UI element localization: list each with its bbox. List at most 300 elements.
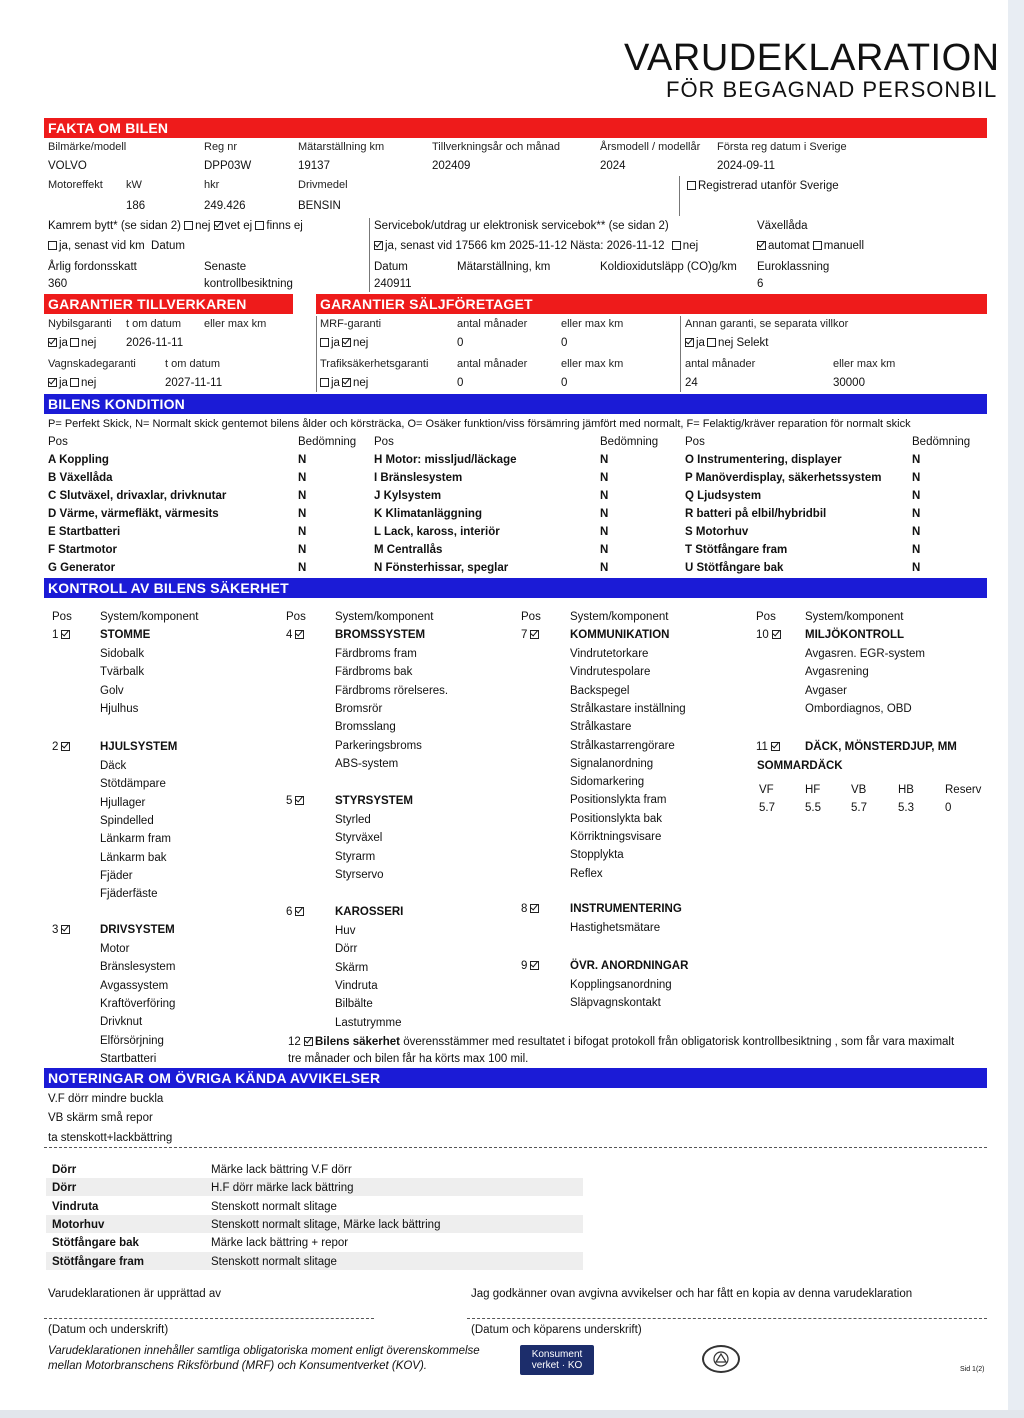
tyre-col-label: HF (805, 784, 821, 796)
safety-item: Kraftöverföring (100, 997, 176, 1010)
safety-item: Färdbroms bak (335, 666, 413, 679)
label-reg: Reg nr (204, 141, 238, 153)
or-max-km-label: eller max km (204, 318, 267, 330)
safety-statement (288, 1035, 954, 1049)
safety-item: Fjäderfäste (100, 888, 158, 901)
pos-header: Pos (48, 436, 68, 448)
pos-number: 5 (286, 795, 293, 807)
pos-header: Pos (52, 611, 72, 623)
until-label-2: t om datum (165, 358, 221, 370)
condition-rating: N (298, 472, 307, 484)
safety-item: Huv (335, 925, 356, 937)
checkbox-yes[interactable] (320, 338, 329, 347)
condition-legend: P= Perfekt Skick, N= Normalt skick gentemot bilens ålder och körsträcka, O= Osäker funktion/viss försämring jämfört med normalt, F= Felaktig/kräver reparation för normalt skick (48, 418, 911, 430)
checkbox-yes[interactable] (48, 241, 57, 250)
label-fuel: Drivmedel (298, 179, 348, 191)
value-fuel: BENSIN (298, 200, 341, 212)
safety-item: Styrled (335, 814, 371, 826)
season-label: SOMMARDÄCK (757, 760, 843, 772)
checkbox-no[interactable] (342, 378, 351, 387)
automatic-label: automat (768, 240, 810, 252)
safety-group-title: STOMME (100, 629, 151, 641)
checkbox-service-no[interactable] (672, 241, 681, 250)
note-line: V.F dörr mindre buckla (48, 1093, 164, 1105)
months-label-2: antal månader (457, 358, 528, 370)
safety-item: Vindruta (335, 979, 378, 992)
value-brand: VOLVO (48, 160, 87, 172)
value-kw: 186 (126, 200, 146, 212)
no-label: nej (717, 337, 734, 349)
checkbox-g7[interactable] (530, 630, 539, 639)
rating-header: Bedömning (912, 436, 971, 448)
condition-rating: N (298, 508, 307, 520)
label-hkr: hkr (204, 179, 220, 191)
safety-item: Hjulhus (100, 702, 139, 715)
checkbox-yes[interactable] (48, 338, 57, 347)
gearbox-label: Växellåda (757, 220, 808, 232)
safety-item: Hastighetsmätare (570, 922, 661, 934)
condition-rating: N (298, 454, 307, 466)
safety-item: Positionslykta bak (570, 812, 663, 825)
footer-note-2: mellan Motorbranschens Riksförbund (MRF) och Konsumentverket (KOV). (48, 1360, 428, 1372)
tyre-depth-value: 0 (945, 802, 952, 814)
no-label: nej (195, 220, 211, 232)
checkbox-manual[interactable] (813, 241, 822, 250)
pos-number: 7 (521, 629, 528, 641)
pos-number: 4 (286, 629, 293, 641)
label-brand: Bilmärke/modell (48, 141, 127, 153)
timing-belt-yes-row (48, 239, 185, 253)
pos-header: Pos (685, 436, 705, 448)
safety-item: Strålkastare (570, 721, 632, 734)
condition-rating: N (600, 562, 609, 574)
safety-pos (756, 628, 783, 642)
safety-item: Styrservo (335, 868, 384, 881)
safety-group-title: KAROSSERI (335, 906, 404, 918)
mrf-months: 0 (457, 337, 464, 349)
safety-item: Vindrutetorkare (570, 648, 649, 660)
pos-number: 11 (756, 741, 768, 753)
other-yes-no (685, 336, 768, 350)
condition-item: A Koppling (48, 454, 109, 466)
rating-header: Bedömning (600, 436, 659, 448)
mrf-label: MRF-garanti (320, 318, 382, 330)
section-noteringar-heading: NOTERINGAR OM ÖVRIGA KÄNDA AVVIKELSER (44, 1068, 987, 1088)
or-max-km-label-3: eller max km (561, 358, 624, 370)
safety-group-title: MILJÖKONTROLL (805, 629, 905, 641)
safety-pos (756, 740, 782, 754)
checkbox-g10[interactable] (772, 630, 781, 639)
window-frame-right (1008, 0, 1024, 1418)
safety-pos (521, 628, 541, 642)
system-header: System/komponent (570, 611, 669, 623)
safety-item: Parkeringsbroms (335, 739, 422, 752)
safety-item: Länkarm bak (100, 851, 167, 864)
condition-item: H Motor: missljud/läckage (374, 454, 517, 466)
condition-item: P Manöverdisplay, säkerhetssystem (685, 472, 882, 484)
safety-item: Avgasren. EGR-system (805, 648, 925, 660)
new-car-date: 2026-11-11 (126, 337, 184, 349)
mrf-seal-icon (702, 1345, 740, 1373)
safety-item: Avgassystem (100, 979, 169, 992)
document-subtitle: FÖR BEGAGNAD PERSONBIL (666, 77, 998, 102)
safety-item: ABS-system (335, 757, 399, 770)
tyre-col-label: Reserv (945, 784, 982, 796)
pos-number: 1 (52, 629, 59, 641)
condition-item: T Stötfångare fram (685, 544, 788, 556)
new-car-yes-no (48, 336, 96, 350)
timing-belt-label: Kamrem bytt* (se sidan 2) (48, 220, 181, 232)
months-label-3: antal månader (685, 358, 756, 370)
body-yes-no (48, 376, 96, 390)
checkbox-automatic[interactable] (757, 241, 766, 250)
checkbox-no[interactable] (184, 221, 193, 230)
system-header: System/komponent (335, 611, 434, 623)
label-mfg: Tillverkningsår och månad (432, 141, 560, 153)
value-first-reg: 2024-09-11 (717, 160, 775, 172)
gearbox-row (757, 239, 864, 253)
divider (316, 316, 317, 392)
checkbox-no[interactable] (707, 338, 716, 347)
or-max-km-label-2: eller max km (561, 318, 624, 330)
section-fakta-heading: FAKTA OM BILEN (44, 118, 987, 138)
safety-group-title: INSTRUMENTERING (570, 903, 682, 915)
condition-item: U Stötfångare bak (685, 562, 784, 574)
safety-item: Stötdämpare (100, 778, 166, 791)
servicebook-label: Servicebok/utdrag ur elektronisk servicebok** (se sidan 2) (374, 220, 669, 232)
service-no-label: nej (682, 240, 699, 252)
condition-item: E Startbatteri (48, 526, 121, 538)
safety-item: Golv (100, 684, 124, 697)
rating-header: Bedömning (298, 436, 357, 448)
checkbox-service-yes[interactable] (374, 241, 383, 250)
safety-item: Släpvagnskontakt (570, 997, 661, 1010)
checkbox-dont-know[interactable] (214, 221, 223, 230)
checkbox-yes[interactable] (320, 378, 329, 387)
label-first-reg: Första reg datum i Sverige (717, 141, 847, 153)
sign-label-seller: (Datum och underskrift) (48, 1324, 169, 1336)
approve-label: Jag godkänner ovan avgivna avvikelser och har fått en kopia av denna varudeklaration (471, 1288, 913, 1300)
logo-text: Konsument (531, 1349, 583, 1360)
checkbox-no[interactable] (70, 338, 79, 347)
yes-label: ja (331, 337, 340, 349)
condition-rating: N (912, 526, 921, 538)
checkbox-yes[interactable] (48, 378, 57, 387)
konsumentverket-logo (520, 1345, 594, 1375)
label-model-year: Årsmodell / modellår (600, 141, 701, 153)
checkbox-g3[interactable] (61, 925, 70, 934)
condition-item: R batteri på elbil/hybridbil (685, 508, 827, 520)
safety-pos (286, 905, 306, 919)
traffic-months: 0 (457, 377, 464, 389)
other-warranty-label: Annan garanti, se separata villkor (685, 318, 849, 330)
safety-item: Körriktningsvisare (570, 831, 662, 843)
safety-group-title: BROMSSYSTEM (335, 629, 426, 641)
condition-item: Q Ljudsystem (685, 490, 762, 502)
checkbox-g1[interactable] (61, 630, 70, 639)
checkbox-no[interactable] (70, 378, 79, 387)
safety-statement-2: tre månader och bilen får ha körts max 100 mil. (288, 1053, 529, 1065)
pos-header: Pos (374, 436, 394, 448)
safety-pos (521, 902, 541, 916)
condition-rating: N (912, 490, 921, 502)
tyre-col-label: VB (851, 784, 867, 796)
condition-item: C Slutväxel, drivaxlar, drivknutar (48, 490, 227, 502)
safety-item: Styrarm (335, 850, 376, 863)
system-header: System/komponent (805, 611, 904, 623)
deviation-value: Stenskott normalt slitage (211, 1200, 337, 1213)
safety-item: Styrväxel (335, 832, 383, 845)
checkbox-no[interactable] (342, 338, 351, 347)
no-label: nej (352, 377, 369, 389)
safety-item: Färdbroms fram (335, 648, 417, 660)
checkbox-reg-abroad[interactable] (687, 179, 839, 193)
pos-number: 9 (521, 960, 528, 972)
tyre-col-label: VF (759, 784, 774, 796)
tyre-depth-value: 5.7 (851, 802, 867, 814)
safety-item: Motor (100, 943, 130, 955)
traffic-label: Trafiksäkerhetsgaranti (320, 358, 429, 370)
condition-rating: N (912, 562, 921, 574)
safety-item: Fjäder (100, 869, 133, 882)
traffic-yes-no (320, 376, 368, 390)
until-label: t om datum (126, 318, 182, 330)
condition-rating: N (912, 544, 921, 556)
section-garanti-seller-heading: GARANTIER SÄLJFÖRETAGET (316, 294, 987, 314)
body-date: 2027-11-11 (165, 377, 223, 389)
logo-text: verket · KO (531, 1360, 583, 1371)
safety-item: Färdbroms rörelseres. (335, 684, 449, 697)
deviation-key: Stötfångare fram (52, 1255, 145, 1268)
safety-item: Stopplykta (570, 849, 624, 862)
checkbox-g6[interactable] (295, 907, 304, 916)
servicebook-row (374, 239, 698, 253)
value-odometer: 19137 (298, 160, 330, 172)
safety-item: Bränslesystem (100, 961, 176, 974)
checkbox-g2[interactable] (61, 742, 70, 751)
deviation-value: Stenskott normalt slitage (211, 1255, 337, 1268)
safety-group-title: DRIVSYSTEM (100, 924, 175, 936)
checkbox-12[interactable] (304, 1037, 313, 1046)
condition-rating: N (298, 490, 307, 502)
checkbox-missing[interactable] (255, 221, 264, 230)
latest-label: Senaste (204, 261, 247, 273)
other-months: 24 (685, 377, 698, 389)
section-kontroll-heading: KONTROLL AV BILENS SÄKERHET (44, 578, 987, 598)
divider (369, 218, 370, 292)
condition-item: K Klimatanläggning (374, 508, 482, 520)
safety-item: Startbatteri (100, 1052, 157, 1065)
safety-group-title: HJULSYSTEM (100, 741, 178, 753)
deviation-value: Märke lack bättring V.F dörr (211, 1164, 352, 1176)
value-reg: DPP03W (204, 160, 252, 172)
condition-item: D Värme, värmefläkt, värmesits (48, 508, 219, 520)
tyre-depth-value: 5.3 (898, 802, 914, 814)
tyre-depth-value: 5.5 (805, 802, 821, 814)
pos-number: 10 (756, 629, 769, 641)
condition-item: J Kylsystem (374, 490, 442, 502)
condition-item: I Bränslesystem (374, 472, 463, 484)
condition-rating: N (600, 544, 609, 556)
pos-header: Pos (756, 611, 776, 623)
yes-label: ja (59, 377, 68, 389)
checkbox-g4[interactable] (295, 630, 304, 639)
no-label: nej (352, 337, 369, 349)
divider (679, 176, 680, 216)
euro-label: Euroklassning (757, 261, 830, 273)
pos-number: 6 (286, 906, 293, 918)
safety-pos (52, 923, 72, 937)
safety-item: Backspegel (570, 684, 630, 697)
divider-dashed (44, 1147, 987, 1148)
yes-label: ja (59, 337, 68, 349)
traffic-km: 0 (561, 377, 568, 389)
yes-label: ja (696, 337, 705, 349)
safety-item: Hjullager (100, 796, 146, 809)
safety-pos (52, 628, 72, 642)
pos-number: 3 (52, 924, 59, 936)
euro-value: 6 (757, 278, 764, 290)
safety-group-title: STYRSYSTEM (335, 795, 413, 807)
section-kondition-heading: BILENS KONDITION (44, 394, 987, 414)
annual-tax-label: Årlig fordonsskatt (48, 261, 137, 273)
checkbox-yes[interactable] (685, 338, 694, 347)
checkbox-g8[interactable] (530, 904, 539, 913)
safety-group-title: DÄCK, MÖNSTERDJUP, MM (805, 741, 957, 753)
label-kw: kW (126, 179, 142, 191)
condition-item: G Generator (48, 562, 116, 574)
safety-pos (286, 794, 306, 808)
other-km: 30000 (833, 377, 865, 389)
checkbox-g11[interactable] (771, 742, 780, 751)
yes-label: ja (331, 377, 340, 389)
checkbox-g9[interactable] (530, 961, 539, 970)
condition-rating: N (298, 562, 307, 574)
condition-item: N Fönsterhissar, speglar (374, 562, 509, 574)
or-max-km-label-4: eller max km (833, 358, 896, 370)
pos-number: 8 (521, 903, 528, 915)
annual-tax-value: 360 (48, 278, 68, 290)
tyre-col-label: HB (898, 784, 914, 796)
safety-item: Bromsrör (335, 702, 383, 715)
condition-rating: N (600, 526, 609, 538)
condition-item: L Lack, kaross, interiör (374, 526, 500, 538)
safety-item: Lastutrymme (335, 1016, 402, 1029)
value-mfg: 202409 (432, 160, 471, 172)
inspection-date-value: 240911 (374, 278, 412, 290)
condition-item: B Växellåda (48, 472, 113, 484)
safety-item: Skärm (335, 961, 369, 974)
safety-item: Reflex (570, 867, 603, 880)
statement-bold: Bilens säkerhet (315, 1036, 401, 1048)
safety-item: Sidobalk (100, 648, 145, 660)
condition-rating: N (912, 472, 921, 484)
condition-item: M Centrallås (374, 544, 443, 556)
pos-number: 2 (52, 741, 59, 753)
safety-item: Signalanordning (570, 757, 654, 770)
value-hkr: 249.426 (204, 200, 246, 212)
yes-latest-label: ja, senast vid km (59, 240, 145, 252)
safety-item: Spindelled (100, 814, 154, 827)
safety-item: Avgasrening (805, 666, 869, 679)
deviation-key: Motorhuv (52, 1218, 105, 1231)
pos-number: 12 (288, 1036, 301, 1048)
timing-belt-row (48, 219, 303, 233)
date-label: Datum (151, 240, 185, 252)
safety-group-title: KOMMUNIKATION (570, 629, 670, 641)
deviation-key: Stötfångare bak (52, 1237, 139, 1250)
tyre-depth-value: 5.7 (759, 802, 775, 814)
section-garanti-mfr-heading: GARANTIER TILLVERKAREN (44, 294, 293, 314)
co2-label: Koldioxidutsläpp (CO)g/km (600, 261, 737, 273)
no-label: nej (80, 337, 97, 349)
condition-rating: N (600, 454, 609, 466)
checkbox-icon (687, 181, 696, 190)
safety-pos (52, 740, 72, 754)
condition-rating: N (298, 526, 307, 538)
safety-item: Avgaser (805, 684, 847, 697)
safety-item: Strålkastare inställning (570, 702, 686, 715)
pos-header: Pos (286, 611, 306, 623)
safety-item: Drivknut (100, 1016, 143, 1029)
months-label: antal månader (457, 318, 528, 330)
label-power: Motoreffekt (48, 179, 103, 191)
safety-pos (286, 628, 306, 642)
condition-rating: N (600, 508, 609, 520)
safety-item: Sidomarkering (570, 776, 645, 789)
other-warranty-name: Selekt (736, 337, 769, 349)
dont-know-label: vet ej (224, 220, 253, 232)
condition-item: F Startmotor (48, 544, 117, 556)
sign-label-buyer: (Datum och köparens underskrift) (471, 1324, 642, 1336)
safety-item: Länkarm fram (100, 833, 171, 846)
safety-item: Vindrutespolare (570, 666, 651, 679)
checkbox-g5[interactable] (295, 796, 304, 805)
pos-header: Pos (521, 611, 541, 623)
new-car-warranty-label: Nybilsgaranti (48, 318, 112, 330)
value-model-year: 2024 (600, 160, 626, 172)
safety-item: Bromsslang (335, 721, 396, 734)
body-damage-label: Vagnskadegaranti (48, 358, 136, 370)
label-odometer: Mätarställning km (298, 141, 385, 153)
signature-line-seller[interactable] (44, 1318, 374, 1319)
deviation-value: H.F dörr märke lack bättring (211, 1182, 354, 1195)
condition-rating: N (912, 454, 921, 466)
mrf-km: 0 (561, 337, 568, 349)
mrf-yes-no (320, 336, 368, 350)
safety-item: Kopplingsanordning (570, 979, 672, 991)
statement-text: överensstämmer med resultatet i bifogat protokoll från obligatorisk kontrollbesiktning , som får vara maximalt (400, 1036, 955, 1048)
safety-item: Däck (100, 760, 127, 772)
safety-item: Tvärbalk (100, 666, 145, 679)
inspection-label: kontrollbesiktning (204, 278, 293, 290)
condition-rating: N (600, 472, 609, 484)
note-line: VB skärm små repor (48, 1112, 153, 1124)
service-line: ja, senast vid 17566 km 2025-11-12 Nästa: 2026-11-12 (385, 240, 665, 252)
odo2-label: Mätarställning, km (457, 261, 551, 273)
document-title: VARUDEKLARATION (624, 37, 1000, 79)
date2-label: Datum (374, 261, 408, 273)
no-label: nej (80, 377, 97, 389)
manual-label: manuell (823, 240, 865, 252)
condition-item: O Instrumentering, displayer (685, 454, 842, 466)
safety-item: Positionslykta fram (570, 794, 667, 807)
deviation-key: Vindruta (52, 1200, 99, 1213)
prepared-by-label: Varudeklarationen är upprättad av (48, 1288, 222, 1300)
signature-line-buyer[interactable] (467, 1318, 987, 1319)
reg-abroad-label: Registrerad utanför Sverige (698, 180, 839, 192)
safety-item: Elförsörjning (100, 1034, 164, 1047)
